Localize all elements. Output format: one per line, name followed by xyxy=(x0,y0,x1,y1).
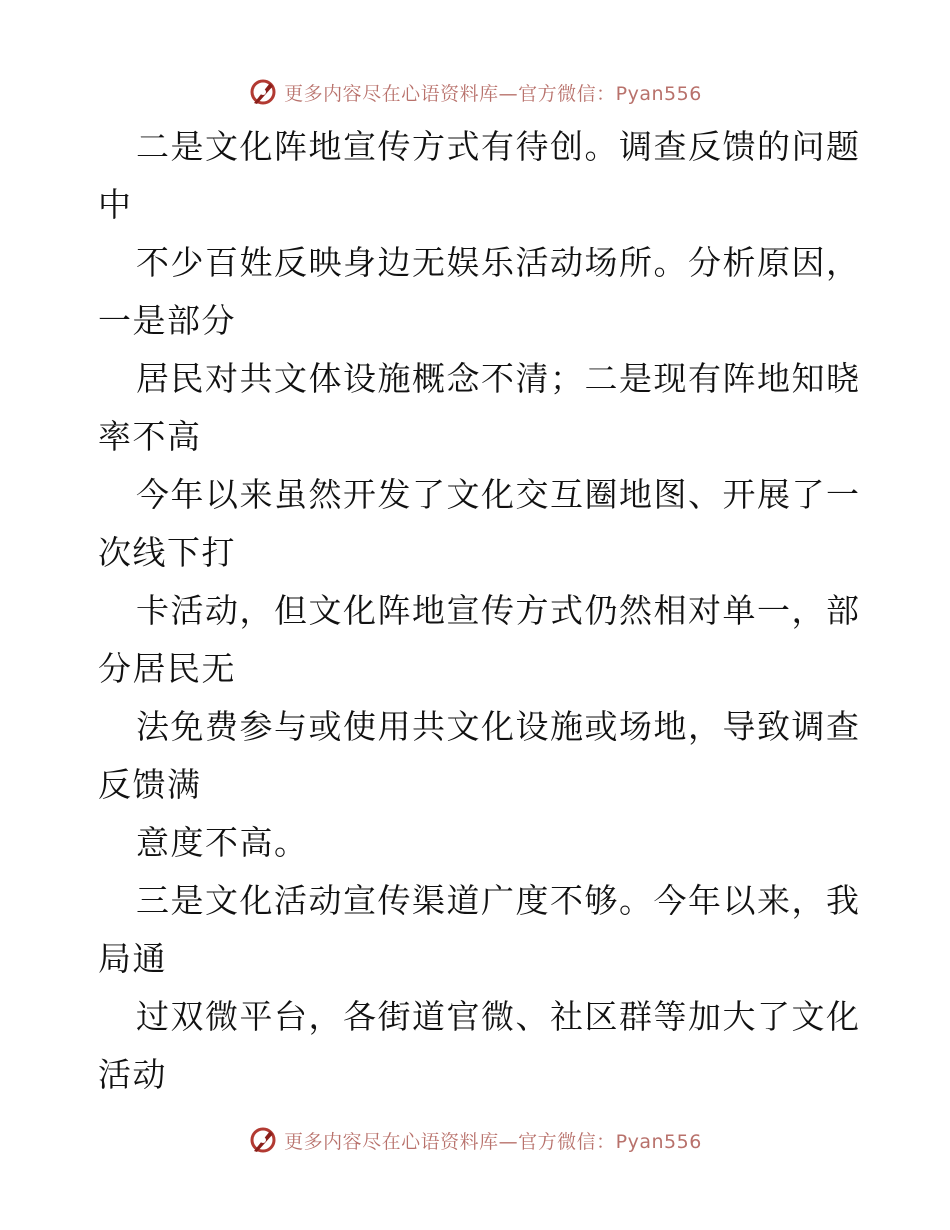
text-line: 二是文化阵地宣传方式有待创。调查反馈的问题 xyxy=(136,127,861,166)
text-line: 反馈满 xyxy=(98,765,202,804)
text-line: 法免费参与或使用共文化设施或场地，导致调查 xyxy=(136,707,861,746)
text-line: 次线下打 xyxy=(98,533,236,572)
quill-logo-icon xyxy=(248,1125,278,1155)
text-line: 卡活动，但文化阵地宣传方式仍然相对单一，部 xyxy=(136,591,861,630)
footer-banner xyxy=(0,1120,950,1160)
text-line: 意度不高。 xyxy=(136,823,309,862)
text-line: 今年以来虽然开发了文化交互圈地图、开展了一 xyxy=(136,475,861,514)
text-line: 三是文化活动宣传渠道广度不够。今年以来，我 xyxy=(136,881,861,920)
header-banner xyxy=(0,72,950,112)
quill-logo-icon xyxy=(248,77,278,107)
header-banner-text: 更多内容尽在心语资料库—官方微信：Pyan556 xyxy=(284,82,702,105)
text-line: 率不高 xyxy=(98,417,202,456)
text-line: 局通 xyxy=(98,939,167,978)
footer-banner-text: 更多内容尽在心语资料库—官方微信：Pyan556 xyxy=(284,1130,702,1153)
text-line: 分居民无 xyxy=(98,649,236,688)
text-line: 过双微平台，各街道官微、社区群等加大了文化 xyxy=(136,997,861,1036)
text-line: 一是部分 xyxy=(98,301,236,340)
text-line: 中 xyxy=(98,185,133,224)
text-line: 居民对共文体设施概念不清；二是现有阵地知晓 xyxy=(136,359,861,398)
text-line: 不少百姓反映身边无娱乐活动场所。分析原因， xyxy=(136,243,861,282)
text-line: 活动 xyxy=(98,1055,167,1094)
document-body xyxy=(98,118,861,1104)
